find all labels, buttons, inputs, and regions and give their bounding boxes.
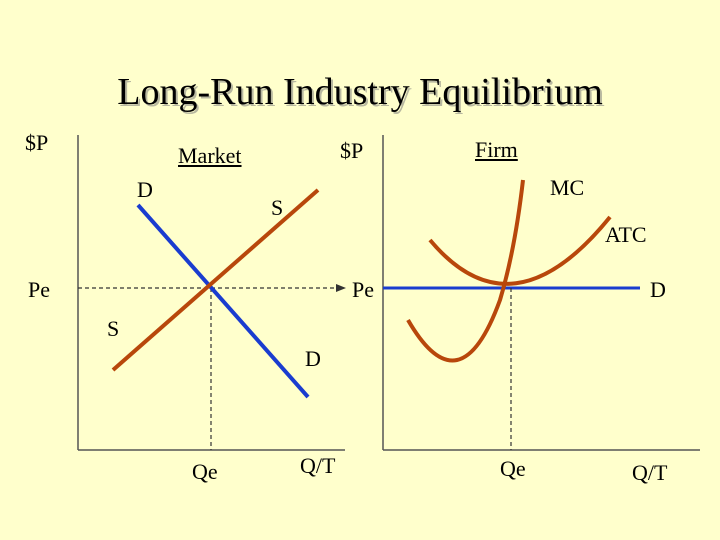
market-y-axis-label: $P	[25, 130, 49, 155]
market-x-axis-label: Q/T	[300, 453, 336, 478]
firm-x-axis-label: Q/T	[632, 460, 668, 485]
market-demand-curve	[138, 205, 308, 397]
firm-demand-label: D	[650, 277, 666, 302]
pe-arrow-icon	[336, 284, 346, 292]
market-supply-label-top: S	[271, 195, 284, 220]
firm-quantity-label: Qe	[500, 456, 526, 481]
market-quantity-label: Qe	[192, 459, 218, 484]
firm-price-label: Pe	[352, 277, 374, 302]
market-demand-label-bottom: D	[305, 346, 321, 371]
market-heading: Market	[178, 143, 242, 168]
firm-heading: Firm	[475, 137, 518, 162]
slide-title: Long-Run Industry Equilibrium	[117, 71, 603, 113]
firm-mc-label: MC	[550, 175, 585, 200]
market-supply-curve	[113, 190, 318, 370]
market-supply-label-bottom: S	[107, 316, 120, 341]
firm-atc-label: ATC	[605, 222, 647, 247]
market-price-label: Pe	[28, 277, 50, 302]
firm-y-axis-label: $P	[340, 138, 364, 163]
market-demand-label-top: D	[137, 177, 153, 202]
firm-atc-curve	[430, 217, 610, 284]
